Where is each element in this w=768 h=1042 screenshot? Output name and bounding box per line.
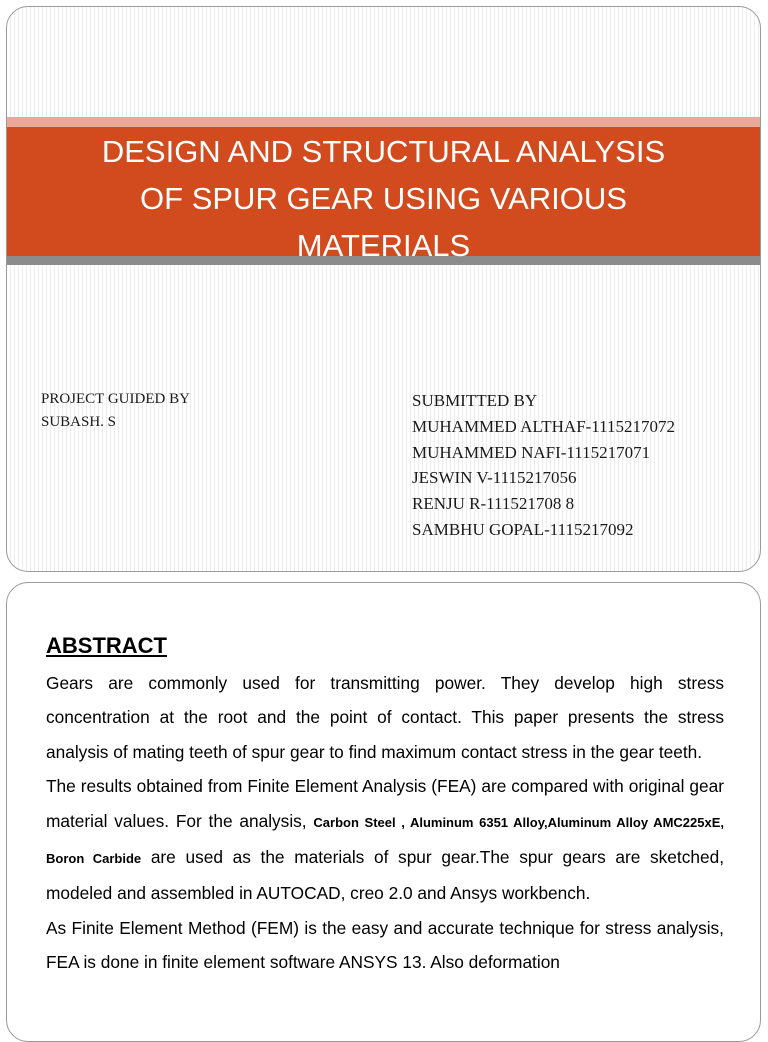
submitted-by-block <box>412 388 675 543</box>
title-line: DESIGN AND STRUCTURAL ANALYSIS <box>101 134 666 169</box>
guide-name: SUBASH. S <box>41 414 117 430</box>
team-member: MUHAMMED ALTHAF-1115217072 <box>412 416 676 436</box>
title-line: OF SPUR GEAR USING VARIOUS <box>140 181 627 216</box>
team-member: JESWIN V-1115217056 <box>412 468 577 488</box>
guided-by-block <box>41 388 190 434</box>
title-band-top-stripe <box>7 117 760 127</box>
abstract-heading: ABSTRACT <box>46 633 167 658</box>
abstract-paragraph-2 <box>46 769 724 911</box>
guided-by-label: PROJECT GUIDED BY <box>41 391 190 407</box>
abstract-slide <box>6 582 761 1042</box>
team-member: MUHAMMED NAFI-1115217071 <box>412 442 651 462</box>
submitted-by-label: SUBMITTED BY <box>412 391 538 410</box>
paragraph-2-rest: are used as the materials of spur gear.The spur gears are sketched, modeled and assembled in AUTOCAD, creo 2.0 and Ansys workbench. <box>46 847 724 904</box>
team-member: RENJU R-111521708 8 <box>412 494 575 514</box>
team-member: SAMBHU GOPAL-1115217092 <box>412 519 634 539</box>
title-line: MATERIALS <box>296 228 471 263</box>
paragraph-2-intro: The results obtained from Finite Element Analysis (FEA) are compared with original gear material values. For the analysis, <box>46 776 724 831</box>
abstract-body <box>46 666 724 980</box>
abstract-paragraph-3: As Finite Element Method (FEM) is the easy and accurate technique for stress analysis, FEA is done in finite element software ANSYS 13. Also deformation <box>46 917 724 973</box>
title-slide <box>6 6 761 572</box>
presentation-title <box>47 128 720 269</box>
materials-list: Carbon Steel , Aluminum 6351 Alloy,Aluminum Alloy AMC225xE, Boron Carbide <box>46 814 724 867</box>
abstract-paragraph-1: Gears are commonly used for transmitting power. They develop high stress concentration at the root and the point of contact. This paper presents the stress analysis of mating teeth of spur gear to find maximum contact stress in the gear teeth. <box>46 673 724 762</box>
